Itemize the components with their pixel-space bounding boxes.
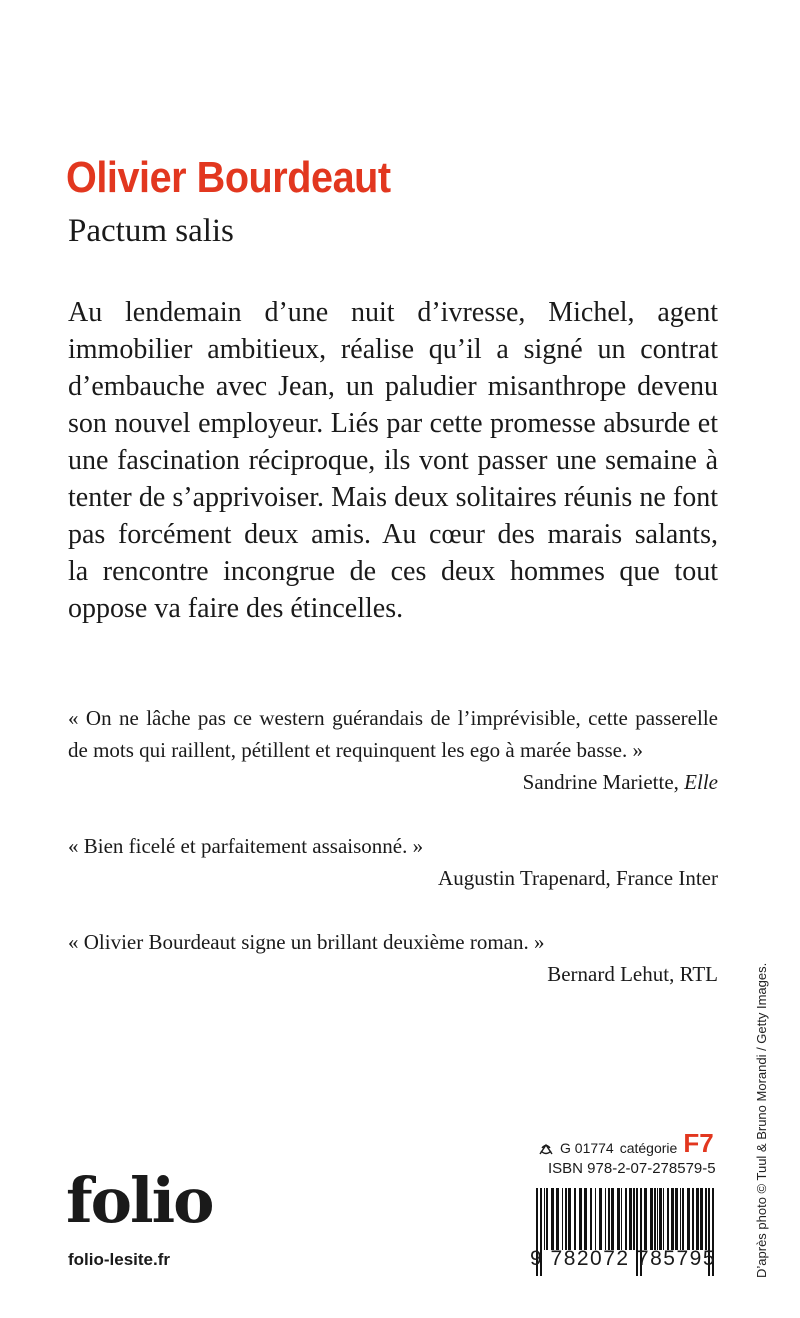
quote-text: « On ne lâche pas ce western guérandais de l’imprévisible, cette passerelle (68, 706, 718, 730)
author-name: Olivier Bourdeaut (66, 153, 391, 202)
blurb-line: pas forcément deux amis. Au cœur des marais salants, (68, 519, 718, 550)
category-code: F7 (683, 1128, 714, 1158)
photo-credit: D’après photo © Tuul & Bruno Morandi / Getty Images. (754, 962, 769, 1278)
quote-publication: Elle (684, 770, 718, 794)
category-label: catégorie (619, 1140, 678, 1156)
quote-author: Bernard Lehut, RTL (547, 962, 718, 986)
blurb-line: son nouvel employeur. Liés par cette promesse absurde et (68, 408, 718, 439)
isbn: ISBN 978-2-07-278579-5 (548, 1160, 716, 1177)
blurb-line: tenter de s’apprivoiser. Mais deux solitaires réunis ne font (68, 482, 718, 513)
review-quote (68, 926, 718, 990)
blurb-line: une fascination réciproque, ils vont passer une semaine à (68, 445, 718, 476)
blurb-line: oppose va faire des étincelles. (68, 593, 404, 624)
quote-text: « Olivier Bourdeaut signe un brillant deuxième roman. » (68, 930, 545, 954)
blurb (68, 294, 718, 627)
quote-source (68, 766, 718, 798)
quote-author: Sandrine Mariette, (522, 770, 679, 794)
catalog-codes (538, 1130, 716, 1177)
catalog-number: G 01774 (560, 1140, 614, 1156)
blurb-line: d’embauche avec Jean, un paludier misanthrope devenu (68, 371, 718, 402)
blurb-line: Au lendemain d’une nuit d’ivresse, Michel, agent (68, 297, 718, 328)
quote-text: « Bien ficelé et parfaitement assaisonné. » (68, 834, 424, 858)
quote-text: de mots qui raillent, pétillent et requinquent les ego à marée basse. » (68, 738, 643, 762)
blurb-line: la rencontre incongrue de ces deux hommes que tout (68, 556, 718, 587)
blurb-line: immobilier ambitieux, réalise qu’il a signé un contrat (68, 334, 718, 365)
catalog-row (538, 1130, 716, 1156)
review-quote (68, 702, 718, 798)
quote-author: Augustin Trapenard, France Inter (438, 866, 718, 890)
review-quote (68, 830, 718, 894)
knot-icon (538, 1142, 554, 1156)
book-title: Pactum salis (68, 213, 234, 249)
publisher-website: folio-lesite.fr (68, 1250, 171, 1269)
barcode-digits: 9 782072 785795 (530, 1247, 716, 1270)
folio-logo: folio (66, 1164, 213, 1237)
